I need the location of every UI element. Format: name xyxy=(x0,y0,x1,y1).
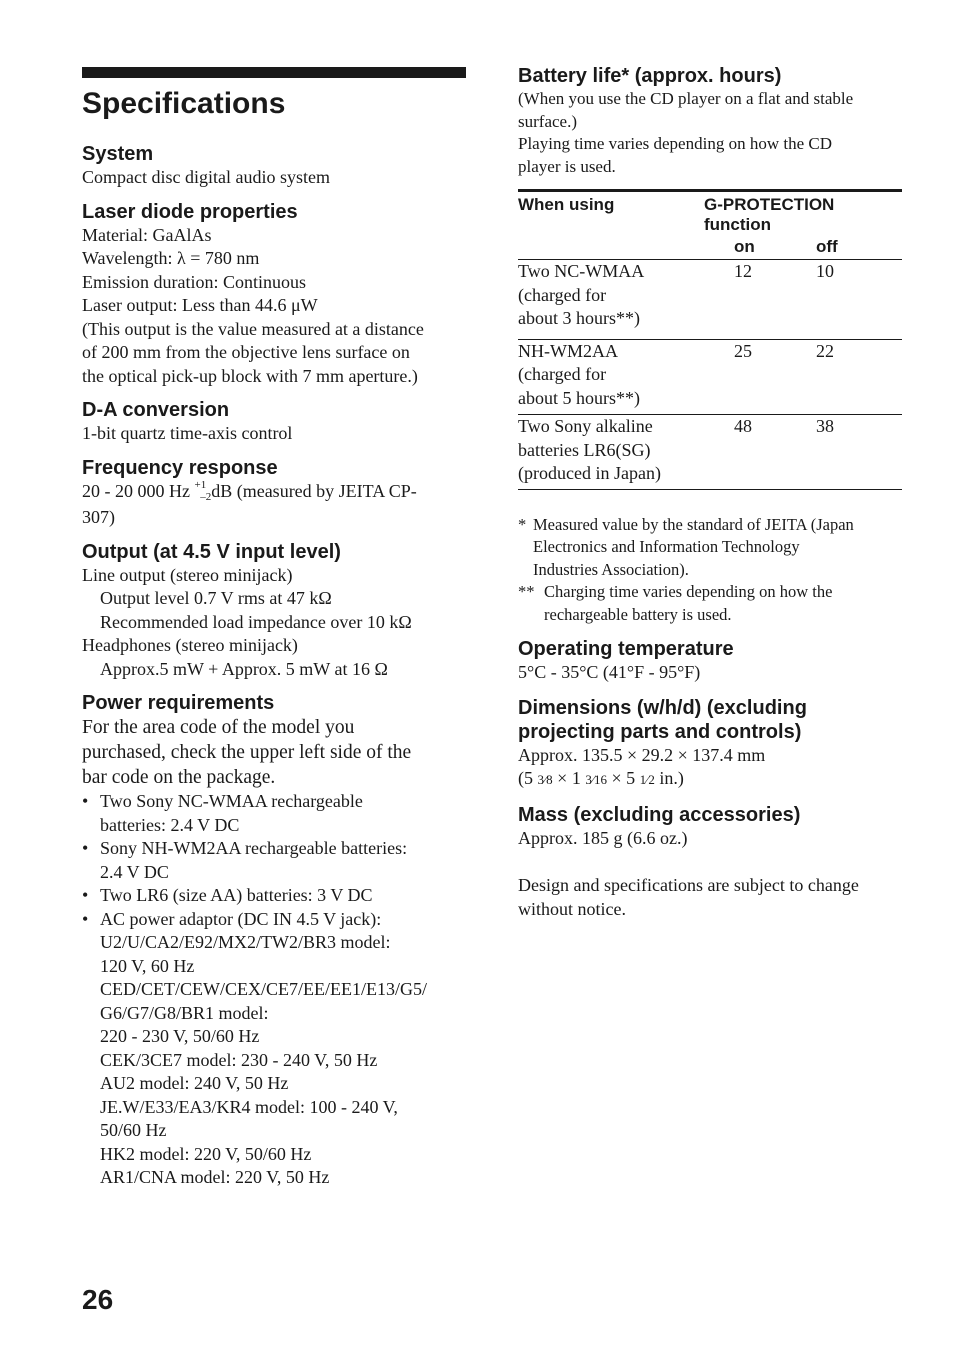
dimensions-heading: Dimensions (w/h/d) (excluding xyxy=(518,696,807,719)
bullet-line: U2/U/CA2/E92/MX2/TW2/BR3 model: xyxy=(100,932,391,952)
table-cell-off: 22 xyxy=(816,340,834,361)
dimensions-heading-cont: projecting parts and controls) xyxy=(518,720,802,743)
table-subheader xyxy=(704,235,902,259)
bullet-line: Sony NH-WM2AA rechargeable batteries: xyxy=(100,838,408,858)
battery-line: Playing time varies depending on how the CD xyxy=(518,134,832,153)
bullet-line: HK2 model: 220 V, 50/60 Hz xyxy=(100,1143,312,1164)
footnote-mark: * xyxy=(518,514,527,534)
power-bullet xyxy=(82,837,466,884)
output-line: Output level 0.7 V rms at 47 kΩ xyxy=(100,588,332,608)
dim-part: × 5 xyxy=(607,768,640,788)
bullet-line: 120 V, 60 Hz xyxy=(100,955,195,976)
system-text: Compact disc digital audio system xyxy=(82,167,330,187)
table-header-on: on xyxy=(734,237,755,256)
temperature-heading: Operating temperature xyxy=(518,638,734,660)
dim-fraction: 3⁄16 xyxy=(585,772,607,787)
mass-text: Approx. 185 g (6.6 oz.) xyxy=(518,827,688,848)
right-column xyxy=(518,64,902,921)
cell-line: about 3 hours**) xyxy=(518,308,640,328)
dim-part: (5 xyxy=(518,768,538,788)
cell-line: Two NC-WMAA xyxy=(518,261,645,281)
laser-line: Emission duration: Continuous xyxy=(82,271,307,292)
footnote xyxy=(518,514,902,582)
bullet-line: 220 - 230 V, 50/60 Hz xyxy=(100,1026,260,1046)
dimensions-imperial xyxy=(518,767,902,792)
bullet-line: CEK/3CE7 model: 230 - 240 V, 50 Hz xyxy=(100,1049,378,1070)
frequency-heading: Frequency response xyxy=(82,456,278,479)
da-text: 1-bit quartz time-axis control xyxy=(82,423,293,443)
title-rule xyxy=(82,67,466,78)
footnote-line: Electronics and Information Technology xyxy=(533,537,800,556)
cell-line: (produced in Japan) xyxy=(518,463,661,483)
power-heading: Power requirements xyxy=(82,692,275,714)
footnote-line: Charging time varies depending on how the xyxy=(544,582,833,601)
dimensions-metric: Approx. 135.5 × 29.2 × 137.4 mm xyxy=(518,744,766,765)
bullet-line: 50/60 Hz xyxy=(100,1120,167,1140)
bullet-mark: • xyxy=(82,791,89,811)
disclaimer-line: without notice. xyxy=(518,898,626,919)
power-intro: For the area code of the model you xyxy=(82,717,355,738)
disclaimer-line: Design and specifications are subject to change xyxy=(518,875,859,895)
table-header-row xyxy=(518,191,902,260)
output-heading: Output (at 4.5 V input level) xyxy=(82,540,341,563)
cell-line: (charged for xyxy=(518,364,607,384)
bullet-line: AR1/CNA model: 220 V, 50 Hz xyxy=(100,1167,330,1187)
laser-line: of 200 mm from the objective lens surface on xyxy=(82,342,410,362)
page-number: 26 xyxy=(82,1284,114,1315)
battery-line: surface.) xyxy=(518,111,577,131)
footnote-line: Measured value by the standard of JEITA (Japan xyxy=(533,514,854,534)
power-bullet xyxy=(82,790,466,837)
table-row xyxy=(518,339,902,415)
table-header-off: off xyxy=(816,237,838,256)
bullet-line: Two Sony NC-WMAA rechargeable xyxy=(100,791,363,811)
mass-heading: Mass (excluding accessories) xyxy=(518,803,801,826)
table-row xyxy=(518,260,902,340)
laser-line: the optical pick-up block with 7 mm aperture.) xyxy=(82,365,418,386)
cell-line: NH-WM2AA xyxy=(518,340,618,361)
frequency-unit: dB (measured by JEITA CP- xyxy=(211,480,417,501)
output-line: Approx.5 mW + Approx. 5 mW at 16 Ω xyxy=(100,658,388,679)
left-column xyxy=(82,67,466,1190)
output-line: Headphones (stereo minijack) xyxy=(82,635,298,655)
bullet-line: JE.W/E33/EA3/KR4 model: 100 - 240 V, xyxy=(100,1096,398,1117)
page-title: Specifications xyxy=(82,87,286,120)
battery-line: (When you use the CD player on a flat and stable xyxy=(518,89,854,108)
frequency-tolerance-plus: +1 xyxy=(194,478,207,491)
bullet-line: AU2 model: 240 V, 50 Hz xyxy=(100,1073,289,1093)
footnote-line: Industries Association). xyxy=(533,559,689,579)
dim-fraction: 1⁄2 xyxy=(639,772,655,787)
table-cell-when-using xyxy=(518,415,704,490)
cell-line: (charged for xyxy=(518,284,607,305)
output-line: Recommended load impedance over 10 kΩ xyxy=(100,611,412,632)
dim-part: × 1 xyxy=(552,768,586,788)
table-header-gprotection-label: G-PROTECTION function xyxy=(704,195,835,234)
laser-line: Laser output: Less than 44.6 μW xyxy=(82,295,318,315)
footnote xyxy=(518,581,902,626)
laser-line: Material: GaAlAs xyxy=(82,224,212,245)
table-cell-on: 48 xyxy=(734,416,752,436)
frequency-range: 20 - 20 000 Hz xyxy=(82,480,195,501)
cell-line: about 5 hours**) xyxy=(518,387,640,408)
laser-line: Wavelength: λ = 780 nm xyxy=(82,248,260,268)
table-row xyxy=(518,415,902,490)
frequency-text-cont: 307) xyxy=(82,507,115,527)
cell-line: Two Sony alkaline xyxy=(518,416,653,436)
power-intro: purchased, check the upper left side of the xyxy=(82,742,412,763)
table-cell-off: 38 xyxy=(816,416,834,436)
temperature-text: 5°C - 35°C (41°F - 95°F) xyxy=(518,662,701,682)
bullet-line: batteries: 2.4 V DC xyxy=(100,814,240,835)
footnote-mark: ** xyxy=(518,582,535,601)
footnote-line: rechargeable battery is used. xyxy=(544,604,732,624)
battery-heading: Battery life* (approx. hours) xyxy=(518,65,782,87)
laser-heading: Laser diode properties xyxy=(82,200,298,223)
bullet-mark: • xyxy=(82,838,89,858)
table-header-when-using: When using xyxy=(518,195,615,214)
bullet-line: 2.4 V DC xyxy=(100,861,169,882)
bullet-line: Two LR6 (size AA) batteries: 3 V DC xyxy=(100,885,373,905)
bullet-mark: • xyxy=(82,885,89,905)
output-line: Line output (stereo minijack) xyxy=(82,564,293,585)
table-cell-when-using xyxy=(518,339,704,415)
table-cell-off: 10 xyxy=(816,261,834,281)
battery-life-table xyxy=(518,189,902,490)
frequency-tolerance-minus: –2 xyxy=(200,490,212,503)
power-bullet xyxy=(82,908,466,1190)
dim-fraction: 3⁄8 xyxy=(537,772,553,787)
table-header-gprotection xyxy=(704,191,902,260)
table-cell-on: 12 xyxy=(734,261,752,281)
battery-line: player is used. xyxy=(518,156,616,176)
dim-part: in.) xyxy=(654,768,684,788)
bullet-mark: • xyxy=(82,908,89,929)
system-heading: System xyxy=(82,143,154,165)
cell-line: batteries LR6(SG) xyxy=(518,439,651,460)
da-heading: D-A conversion xyxy=(82,399,230,421)
bullet-line: CED/CET/CEW/CEX/CE7/EE/EE1/E13/G5/ xyxy=(100,979,427,999)
bullet-line: G6/G7/G8/BR1 model: xyxy=(100,1002,269,1023)
bullet-line: AC power adaptor (DC IN 4.5 V jack): xyxy=(100,908,382,929)
laser-line: (This output is the value measured at a distance xyxy=(82,318,424,339)
power-intro: bar code on the package. xyxy=(82,767,276,788)
frequency-text xyxy=(82,480,466,507)
table-cell-when-using xyxy=(518,260,704,340)
table-cell-on: 25 xyxy=(734,340,752,361)
power-bullet xyxy=(82,884,466,908)
